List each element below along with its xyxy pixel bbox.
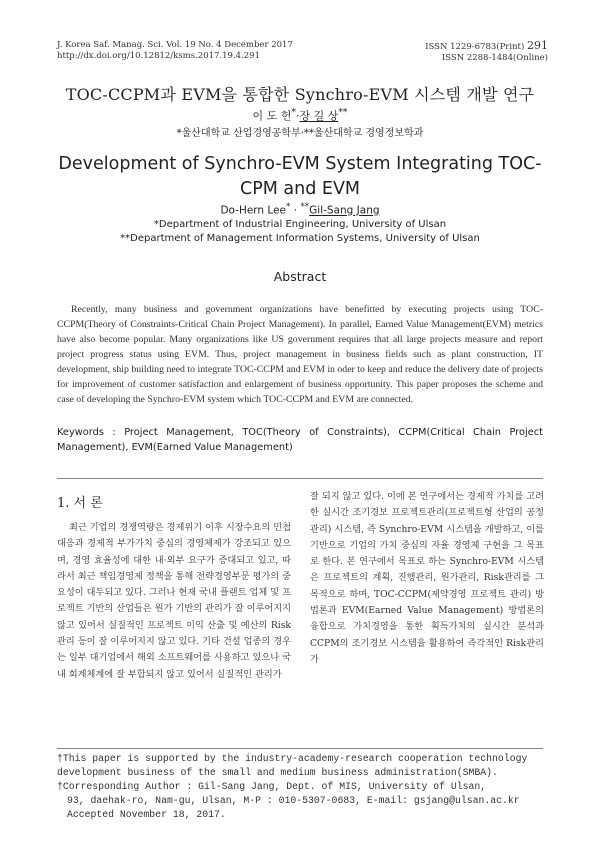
running-header-left xyxy=(57,40,293,62)
korean-author-separator: · xyxy=(295,109,300,123)
korean-author-1-mark: * xyxy=(291,107,296,118)
keywords: Keywords : Project Management, TOC(Theory of Constraints), CCPM(Critical Chain Project Management), EVM(Earned Value Management) xyxy=(57,427,543,453)
english-author-separator: · xyxy=(290,204,301,217)
doi-link[interactable]: http://dx.doi.org/10.12812/ksms.2017.19.4.291 xyxy=(57,51,260,61)
english-author-1: Do-Hern Lee xyxy=(220,204,287,217)
issn-online: ISSN 2288-1484(Online) xyxy=(441,53,548,63)
corresponding-author-footnote xyxy=(57,780,543,822)
korean-authors xyxy=(40,107,560,124)
korean-title: TOC-CCPM과 EVM을 통합한 Synchro-EVM 시스템 개발 연구 xyxy=(65,85,535,104)
english-affiliation-1: *Department of Industrial Engineering, University of Ulsan xyxy=(153,219,447,230)
section-heading: 1. 서 론 xyxy=(57,496,103,511)
issn-print: ISSN 1229-6783(Print) xyxy=(425,42,525,52)
abstract-heading: Abstract xyxy=(273,269,327,284)
english-author-1-mark: * xyxy=(286,202,291,212)
footnote-divider xyxy=(57,748,543,749)
english-author-2: Gil-Sang Jang xyxy=(309,204,380,217)
section-divider xyxy=(57,478,543,479)
english-affiliation-2: **Department of Management Information Systems, University of Ulsan xyxy=(120,233,480,244)
body-column-right: 잘 되지 않고 있다. 이에 본 연구에서는 경제적 가치를 고려한 실시간 조기경보 프로젝트관리(프로젝트형 산업의 공정관리) 시스템, 즉 Synchro-EVM 시스템을 개발하고, 이를 기반으로 기업의 가치 중심의 자율 경영체 구현을 그 목표로 한다. 본 연구에서 목표로 하는 Synchro-EVM 시스템은 프로젝트의 계획, 진행관리, 원가관리, Risk관리를 그 목적으로 하며, TOC-CCPM(제약경영 프로젝트 관리) 방법론과 EVM(Earned Value Management) 방법론의 융합으로 가치경영을 통한 획득가치의 실시간 분석과 CCPM의 조기경보 시스템을 활용하여 즉각적인 Risk관리가 xyxy=(310,491,544,665)
journal-citation: J. Korea Saf. Manag. Sci. Vol. 19 No. 4 December 2017 xyxy=(57,40,293,50)
funding-footnote: †This paper is supported by the industry-academy-research cooperation technology development business of the small and medium business administration(SMBA). xyxy=(57,753,528,778)
korean-author-1: 이 도 헌 xyxy=(252,109,292,123)
corresponding-address-line: 93, daehak-ro, Nam-gu, Ulsan, M·P : 010-5307-0683, E-mail: gsjang@ulsan.ac.kr xyxy=(67,795,520,806)
korean-affiliation: *울산대학교 산업경영공학부·**울산대학교 경영정보학과 xyxy=(176,128,424,139)
english-title: Development of Synchro-EVM System Integrating TOC-CPM and EVM xyxy=(58,154,542,199)
english-author-2-mark: ** xyxy=(300,202,310,212)
accepted-date-line: Accepted November 18, 2017. xyxy=(67,809,226,820)
korean-author-2-mark: ** xyxy=(338,107,348,118)
abstract-body: Recently, many business and government organizations have benefitted by executing projects using TOC-CCPM(Theory of Constraints-Critical Chain Project Management). In parallel, Earned Value Management(EVM) metrics have also become popular. Many organizations like US government requires that all large projects measure and report project progress status using EVM. Thus, project management in business fields such as plant construction, IT development, ship building need to integrate TOC-CCPM and EVM in oder to keep and reduce the delivery date of projects for improvement of customer satisfaction and enlargement of business opportunity. This paper proposes the scheme and case of developing the Synchro-EVM system which TOC-CCPM and EVM are connected. xyxy=(57,304,543,405)
english-authors xyxy=(40,202,560,217)
running-header-right xyxy=(425,40,548,64)
corresponding-author-line: †Corresponding Author : Gil-Sang Jang, Dept. of MIS, University of Ulsan, xyxy=(57,781,487,792)
page-number: 291 xyxy=(527,39,548,52)
korean-author-2: 장 길 상 xyxy=(299,109,339,123)
body-column-left: 최근 기업의 경쟁역량은 경제위기 이후 시장수요의 민첩 대응과 경제적 부가가치 중심의 경영체제가 강조되고 있으며, 경영 효율성에 대한 내·외부 요구가 증대되고 있고, 따라서 최근 책임경영제 정책을 통해 전략경영부문 평가의 중요성이 대두되고 있다. 그러나 현재 국내 플랜트 업체 및 프로젝트 기반의 산업들은 원가 기반의 관리가 잘 이루어지지 않고 있어서 실질적인 프로젝트 이익 산출 및 예산의 Risk관리 등이 잘 이루어지지 않고 있다. 기타 건설 업종의 경우는 일부 대기업에서 해외 소프트웨어를 사용하고 있으나 국내 회계체계에 잘 부합되지 않고 있어서 실질적인 관리가 xyxy=(57,522,291,680)
english-affiliations xyxy=(40,218,560,246)
